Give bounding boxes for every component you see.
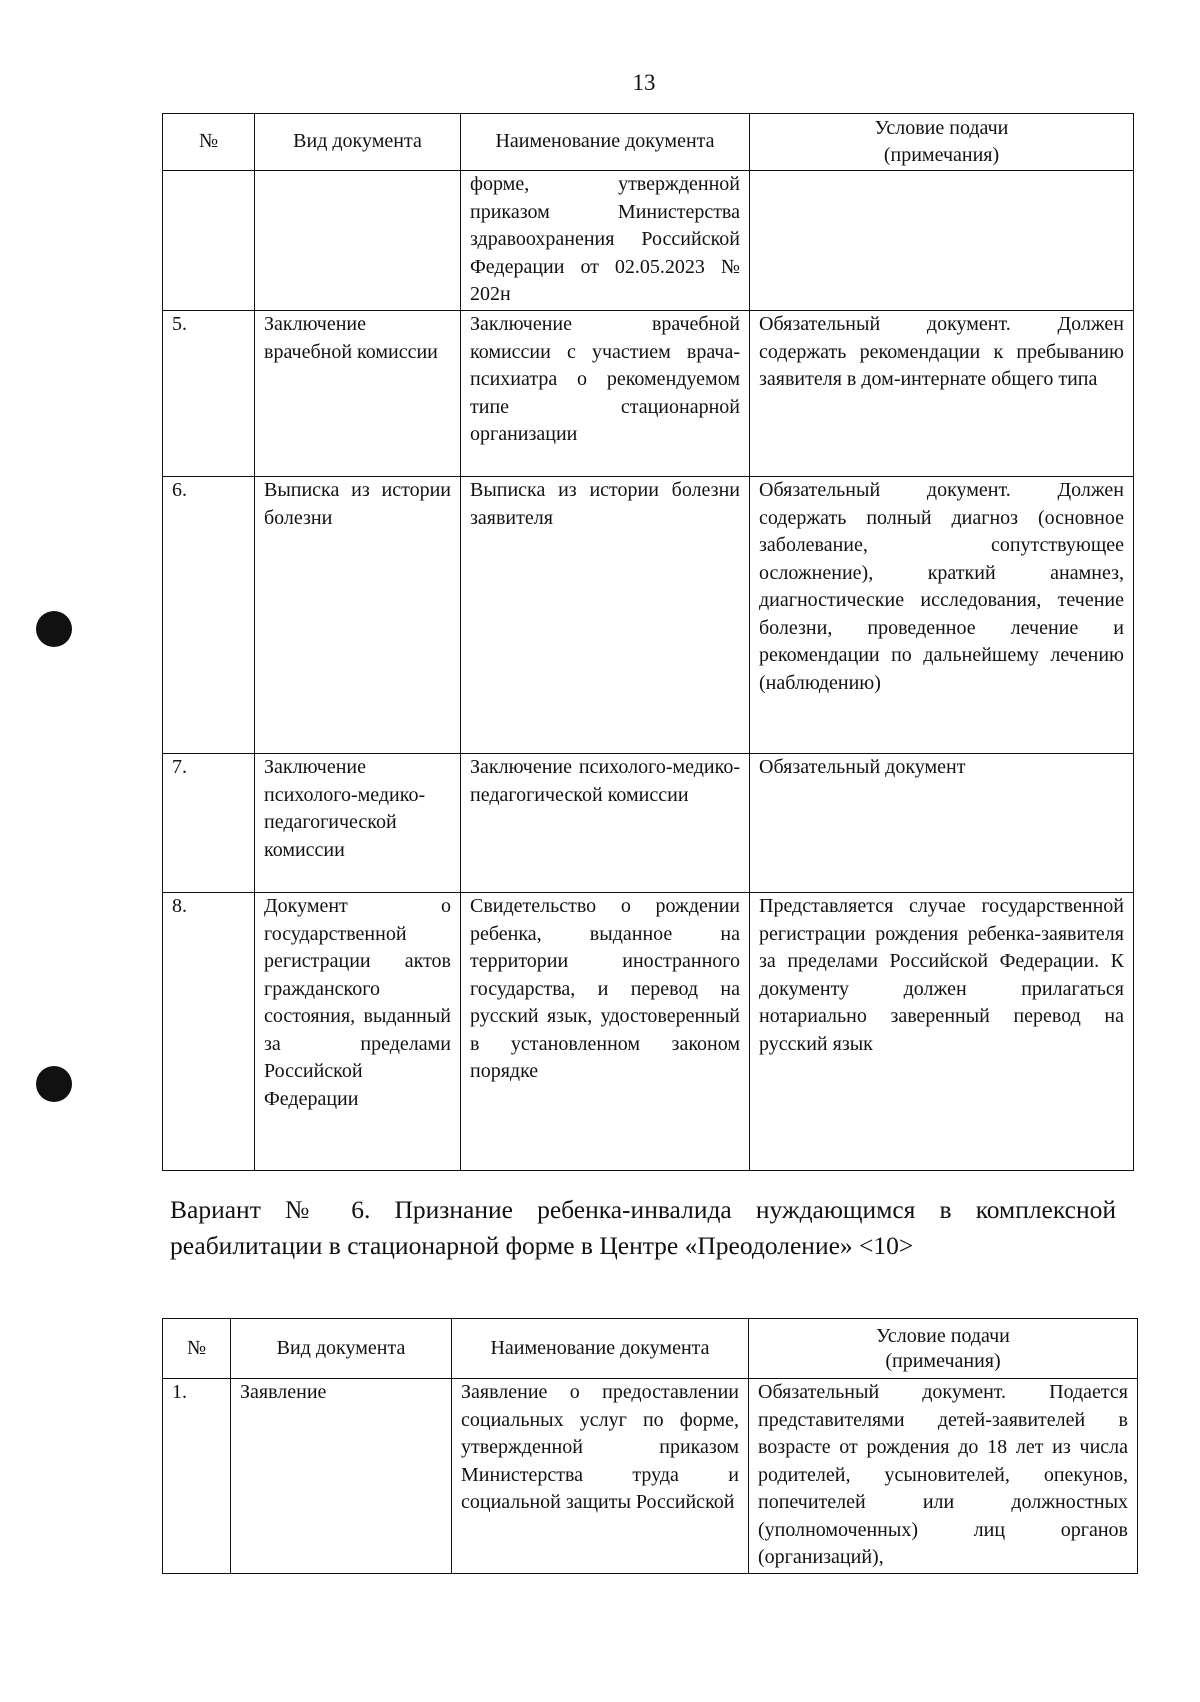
header-document-name: Наименование документа [461,114,750,171]
header-number: № [163,1319,231,1379]
row-number: 6. [163,477,255,754]
table-row [163,311,1134,477]
row-document-name: Заключение врачебной комиссии с участием врача-психиатра о рекомендуемом типе стационарной организации [461,311,750,477]
table-header-row [163,1319,1138,1379]
row-number [163,171,255,311]
row-condition: Представляется случае государственной регистрации рождения ребенка-заявителя за пределами Российской Федерации. К документу должен прилагаться нотариально заверенный перевод на русский язык [750,893,1134,1171]
punch-hole-mark [36,1066,72,1102]
punch-hole-mark [36,611,72,647]
row-condition: Обязательный документ. Должен содержать рекомендации к пребыванию заявителя в дом-интернате общего типа [750,311,1134,477]
table-row [163,1379,1138,1574]
row-document-name: Свидетельство о рождении ребенка, выданное на территории иностранного государства, и перевод на русский язык, удостоверенный в установленном законом порядке [461,893,750,1171]
page-number: 13 [632,70,656,95]
row-number: 7. [163,754,255,893]
documents-table-variant-6 [162,1318,1138,1574]
row-document-type: Заключение врачебной комиссии [255,311,461,477]
header-condition-line1: Условие подачи [876,1324,1010,1347]
documents-table-variant-5 [162,113,1134,1171]
table-row [163,754,1134,893]
row-condition [750,171,1134,311]
table-row [163,477,1134,754]
row-document-type: Выписка из истории болезни [255,477,461,754]
row-document-name: Заявление о предоставлении социальных услуг по форме, утвержденной приказом Министерства труда и социальной защиты Российской [452,1379,749,1574]
header-condition [749,1319,1138,1379]
row-document-type: Заявление [231,1379,452,1574]
row-condition: Обязательный документ [750,754,1134,893]
header-document-name: Наименование документа [452,1319,749,1379]
header-condition-line2: (примечания) [885,1349,1001,1372]
variant-heading: Вариант № 6. Признание ребенка-инвалида нуждающимся в комплексной реабилитации в стационарной форме в Центре «Преодоление» <10> [170,1195,1116,1260]
table-header-row [163,114,1134,171]
row-number: 5. [163,311,255,477]
header-condition [750,114,1134,171]
row-document-name: форме, утвержденной приказом Министерства здравоохранения Российской Федерации от 02.05.2023 № 202н [461,171,750,311]
row-number: 1. [163,1379,231,1574]
table-row [163,893,1134,1171]
header-document-type: Вид документа [231,1319,452,1379]
row-document-name: Выписка из истории болезни заявителя [461,477,750,754]
header-number: № [163,114,255,171]
header-condition-line2: (примечания) [883,144,1000,166]
row-document-type [255,171,461,311]
row-number: 8. [163,893,255,1171]
header-document-type: Вид документа [255,114,461,171]
table-row [163,171,1134,311]
row-condition: Обязательный документ. Подается представителями детей-заявителей в возрасте от рождения до 18 лет из числа родителей, усыновителей, опекунов, попечителей или должностных (уполномоченных) лиц органов (организаций), [749,1379,1138,1574]
header-condition-line1: Условие подачи [874,116,1009,139]
row-condition: Обязательный документ. Должен содержать полный диагноз (основное заболевание, сопутствующее осложнение), краткий анамнез, диагностические исследования, течение болезни, проведенное лечение и рекомендации по дальнейшему лечению (наблюдению) [750,477,1134,754]
row-document-name: Заключение психолого-медико-педагогической комиссии [461,754,750,893]
row-document-type: Заключение психолого-медико-педагогической комиссии [255,754,461,893]
row-document-type: Документ о государственной регистрации актов гражданского состояния, выданный за пределами Российской Федерации [255,893,461,1171]
